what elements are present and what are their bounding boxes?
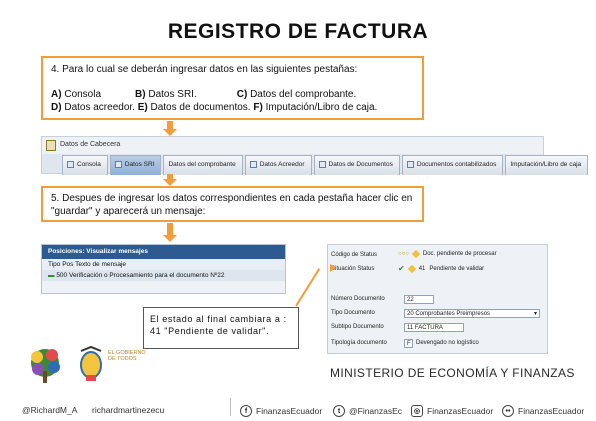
footer-twitter[interactable]: t @FinanzasEc: [333, 405, 402, 417]
ecuador-shield-icon: [76, 345, 106, 385]
step4-line-1: A) Consola B) Datos SRI. C) Datos del comprobante.: [51, 89, 357, 100]
arrow-head-icon: [330, 264, 336, 272]
chevron-down-icon: ▾: [533, 311, 537, 317]
messages-screenshot: [41, 244, 286, 294]
down-arrow-icon: [163, 121, 177, 136]
down-arrow-icon: [163, 223, 177, 243]
tabs-header: Datos de Cabecera: [42, 137, 543, 154]
tab-icon: [407, 161, 414, 168]
tab-datos-comprobante[interactable]: Datos del comprobante: [163, 155, 242, 175]
step4-intro: 4. Para lo cual se deberán ingresar datos en las siguientes pestañas:: [51, 64, 358, 75]
step5-box: [41, 186, 424, 222]
tipo-documento-select[interactable]: 20 Comprobantes Preimpresos ▾: [404, 309, 540, 318]
status-lights-icon: ○○○: [398, 251, 409, 257]
tab-icon: [115, 161, 122, 168]
messages-header: Posiciones: Visualizar mensajes: [42, 245, 285, 259]
footer-facebook[interactable]: f FinanzasEcuador: [240, 405, 322, 417]
facebook-icon: f: [240, 405, 252, 417]
tab-strip: [62, 155, 590, 175]
tabs-screenshot: [41, 136, 582, 174]
message-row[interactable]: ▬ 500 Verificación o Procesamiento para el documento Nº22: [42, 270, 285, 281]
subtipo-documento-field[interactable]: 11 FACTURA: [404, 323, 464, 332]
numero-documento-field[interactable]: 22: [404, 295, 434, 304]
success-icon: ▬: [48, 272, 57, 279]
pending-icon: [407, 265, 415, 273]
pending-icon: [412, 250, 420, 258]
tab-documentos-contabilizados[interactable]: Documentos contabilizados: [402, 155, 504, 175]
tipologia-description: Devengado no logístico: [416, 340, 479, 346]
footer: [0, 396, 596, 421]
tab-imputacion[interactable]: Imputación/Libro de caja: [505, 155, 588, 175]
gobierno-text: EL GOBIERNO DE TODOS: [108, 350, 146, 362]
footer-twitter-handle[interactable]: @RichardM_A: [22, 405, 78, 415]
step4-box: [41, 56, 424, 120]
connector-line: [295, 268, 320, 306]
twitter-icon: t: [333, 405, 345, 417]
tab-icon: [67, 161, 74, 168]
tab-icon: [319, 161, 326, 168]
footer-divider: [230, 398, 231, 416]
tab-datos-sri[interactable]: Datos SRI: [110, 155, 162, 175]
messages-column-header: Tipo Pos Texto de mensaje: [42, 259, 285, 270]
footer-instagram[interactable]: ◎ FinanzasEcuador: [411, 405, 493, 417]
tipologia-documento-field[interactable]: F: [404, 339, 413, 348]
status-note: El estado al final cambiara a : 41 "Pendiente de validar".: [143, 307, 299, 349]
document-icon: [46, 140, 56, 151]
instagram-icon: ◎: [411, 405, 423, 417]
down-arrow-icon: [163, 174, 177, 186]
footer-website[interactable]: richardmartinezecu: [92, 405, 165, 415]
tab-datos-documentos[interactable]: Datos de Documentos: [314, 155, 400, 175]
ministerio-logo-text: MINISTERIO DE ECONOMÍA Y FINANZAS: [330, 366, 575, 380]
flickr-icon: ••: [502, 405, 514, 417]
tab-datos-acreedor[interactable]: Datos Acreedor: [245, 155, 312, 175]
page-title: REGISTRO DE FACTURA: [167, 20, 429, 43]
tab-consola[interactable]: Consola: [62, 155, 108, 175]
step4-line-2: D) Datos acreedor. E) Datos de documentos. F) Imputación/Libro de caja.: [51, 102, 378, 113]
document-form-screenshot: Código de Status ○○○ Doc. pendiente de procesar Situación Status ✔ 41 Pendiente de validar Número Documento 22 Tipo Documento 20 Comprobantes Preimpresos ▾ Subtipo Documento 11 FACTURA Tipología documento F Devengado no logístico: [327, 244, 548, 354]
check-icon: ✔: [398, 264, 405, 273]
tab-icon: [250, 161, 257, 168]
step5-text: 5. Despues de ingresar los datos correspondientes en cada pestaña hacer clic en "guardar" y aparecerá un mensaje:: [51, 193, 413, 217]
footer-flickr[interactable]: •• FinanzasEcuador: [502, 405, 584, 417]
ecuador-logo-icon: [20, 345, 70, 385]
